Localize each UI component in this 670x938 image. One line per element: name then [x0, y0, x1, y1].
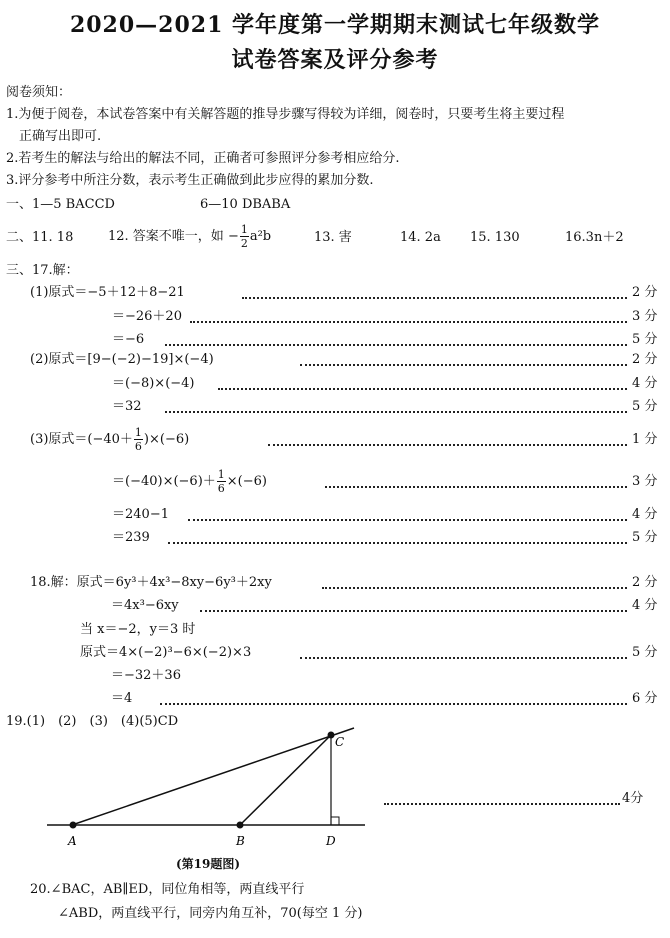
q17-1-line3: ＝−6 [112, 332, 145, 347]
q18-line4: 原式＝4×(−2)³−6×(−2)×3 [80, 645, 252, 660]
q18-line6: ＝4 [111, 691, 133, 706]
q12-fraction-num: 1 [240, 223, 248, 236]
label-b: B [236, 834, 245, 848]
label-c: C [335, 735, 345, 749]
point-b [237, 822, 244, 829]
notice-heading: 阅卷须知： [6, 85, 72, 100]
line-bc [240, 735, 331, 825]
q11-answer: 二、11. 18 [6, 230, 74, 245]
section1-answers-1-5: 一、1—5 BACCD [6, 197, 115, 212]
q17-3-line1-fraction-num: 1 [134, 426, 142, 439]
q13-answer: 13. 害 [314, 230, 352, 245]
q18-line5: ＝−32＋36 [111, 668, 181, 683]
q17-2-line1: (2)原式＝[9−(−2)−19]×(−4) [30, 352, 214, 367]
q18-score6: 6 分 [632, 691, 658, 706]
score-leader-dots [384, 803, 620, 805]
q19-figure-caption: (第19题图) [176, 857, 241, 871]
q17-3-line2-tail: ×(−6) [226, 474, 267, 489]
q17-2-score2: 4 分 [632, 376, 658, 391]
q17-2-line3: ＝32 [112, 399, 142, 414]
notice-item-2: 2.若考生的解法与给出的解法不同，正确者可参照评分参考相应给分. [6, 151, 400, 166]
q18-score4: 5 分 [632, 645, 658, 660]
q17-1-line1: (1)原式＝−5＋12＋8−21 [30, 285, 185, 300]
document-title-line1: 2020—2021 学年度第一学期期末测试七年级数学 [69, 12, 601, 38]
label-d: D [326, 834, 336, 848]
right-angle-mark [331, 817, 339, 825]
label-a: A [68, 834, 77, 848]
q17-3-line2-fraction-den: 6 [217, 482, 225, 495]
q18-score1: 2 分 [632, 575, 658, 590]
q17-3-score4: 5 分 [632, 530, 658, 545]
point-c [328, 732, 335, 739]
q17-2-score1: 2 分 [632, 352, 658, 367]
q17-2-score3: 5 分 [632, 399, 658, 414]
q20-line2: ∠ABD，两直线平行，同旁内角互补，70(每空 1 分) [58, 906, 363, 921]
q18-score2: 4 分 [632, 598, 658, 613]
q17-3-line1-fraction-den: 6 [134, 440, 142, 453]
line-ac [72, 728, 354, 825]
q12-text: 12. 答案不唯一，如 − [108, 229, 239, 244]
q14-answer: 14. 2a [400, 230, 441, 245]
q17-2-line2: ＝(−8)×(−4) [112, 376, 195, 391]
q18-line2: ＝4x³−6xy [111, 598, 179, 613]
q15-answer: 15. 130 [470, 230, 520, 245]
q19-score: 4分 [622, 791, 644, 806]
q17-1-score3: 5 分 [632, 332, 658, 347]
q17-3-score3: 4 分 [632, 507, 658, 522]
q12-tail: a²b [249, 229, 272, 244]
q18-line3: 当 x＝−2，y＝3 时 [80, 622, 196, 637]
q17-3-score1: 1 分 [632, 432, 658, 447]
q17-1-line2: ＝−26＋20 [112, 309, 182, 324]
notice-item-1b: 正确写出即可. [19, 129, 102, 144]
q16-answer: 16.3n＋2 [565, 230, 624, 245]
notice-item-3: 3.评分参考中所注分数，表示考生正确做到此步应得的累加分数. [6, 173, 374, 188]
q17-1-score1: 2 分 [632, 285, 658, 300]
notice-item-1a: 1.为便于阅卷，本试卷答案中有关解答题的推导步骤写得较为详细，阅卷时，只要考生将主要过程 [6, 107, 565, 122]
q18-line1: 18.解：原式＝6y³＋4x³−8xy−6y³＋2xy [30, 575, 272, 590]
q17-3-score2: 3 分 [632, 474, 658, 489]
q19-answer: 19.(1) (2) (3) (4)(5)CD [6, 714, 179, 729]
q17-3-line1-tail: )×(−6) [143, 432, 190, 447]
section3-label: 三、17.解： [6, 263, 79, 278]
q17-3-line4: ＝239 [112, 530, 150, 545]
q17-3-line1-text: (3)原式＝(−40＋ [30, 432, 133, 447]
q17-1-score2: 3 分 [632, 309, 658, 324]
q17-3-line2-fraction-num: 1 [217, 468, 225, 481]
q20-line1: 20.∠BAC，AB∥ED，同位角相等，两直线平行 [30, 882, 305, 897]
document-title-line2: 试卷答案及评分参考 [231, 47, 439, 73]
q17-3-line2-text: ＝(−40)×(−6)＋ [112, 474, 216, 489]
q17-3-line3: ＝240−1 [112, 507, 169, 522]
q12-fraction-den: 2 [240, 237, 248, 250]
section1-answers-6-10: 6—10 DBABA [200, 197, 291, 212]
point-a [70, 822, 77, 829]
